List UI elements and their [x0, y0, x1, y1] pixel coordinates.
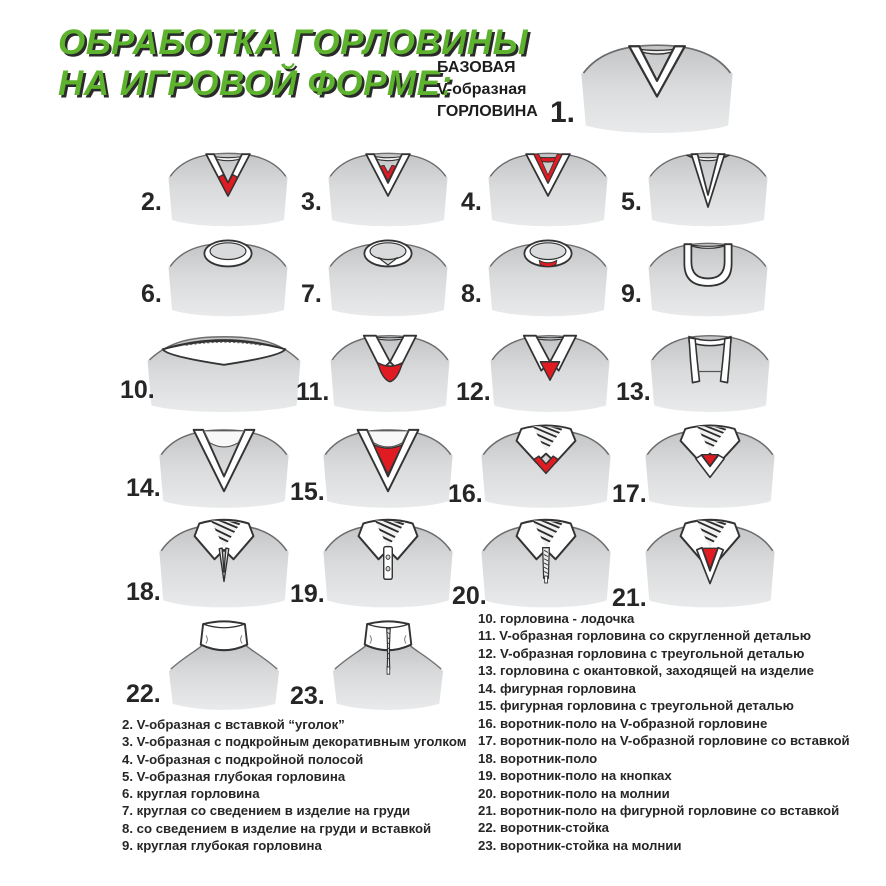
item-number-10: 10.: [120, 376, 155, 404]
legend-left-column: [122, 716, 482, 854]
item-number-18: 18.: [126, 578, 161, 606]
collar-item-18: [148, 514, 300, 614]
legend-item-4: 4. V-образная с подкройной полосой: [122, 751, 364, 767]
crew-neck-deep-illustration: [638, 234, 778, 322]
collar-item-22: [148, 616, 300, 718]
figured-neck-triangle-illustration: [312, 420, 464, 514]
basic-vneck-caption: [437, 57, 538, 123]
item-number-9: 9.: [621, 280, 642, 308]
item-number-4: 4.: [461, 188, 482, 216]
polo-zip-illustration: [470, 514, 622, 614]
legend-item-7: 7. круглая со сведением в изделие на груди: [122, 803, 411, 819]
item-number-11: 11.: [296, 378, 330, 406]
legend-item-18: 18. воротник-поло: [478, 750, 598, 766]
legend-item-23: 23. воротник-стойка на молнии: [478, 837, 682, 853]
item-number-3: 3.: [301, 188, 322, 216]
crew-neck-illustration: [158, 234, 298, 322]
legend-item-5: 5. V-образная глубокая горловина: [122, 768, 346, 784]
caption-line2: V-образная: [437, 81, 527, 98]
binding-onto-garment-illustration: [640, 326, 780, 418]
legend-item-19: 19. воротник-поло на кнопках: [478, 768, 672, 784]
polo-on-v-neck-insert-illustration: [634, 420, 786, 514]
legend-item-16: 16. воротник-поло на V-образной горловине: [478, 715, 768, 731]
item-number-6: 6.: [141, 280, 162, 308]
legend-item-6: 6. круглая горловина: [122, 786, 260, 802]
polo-on-v-neck-illustration: [470, 420, 622, 514]
collar-item-10: [138, 328, 310, 420]
stand-collar-zip-illustration: [312, 616, 464, 718]
collar-item-6: [158, 234, 298, 322]
item-number-21: 21.: [612, 584, 647, 612]
collar-item-16: [470, 420, 622, 514]
item-number-17: 17.: [612, 480, 647, 508]
collar-item-13: [640, 326, 780, 418]
legend-item-21: 21. воротник-поло на фигурной горловине со вставкой: [478, 802, 840, 818]
v-neck-basic-illustration: [568, 34, 746, 140]
legend-item-20: 20. воротник-поло на молнии: [478, 785, 670, 801]
legend-item-15: 15. фигурная горловина с треугольной деталью: [478, 698, 794, 714]
item-number-15: 15.: [290, 478, 325, 506]
legend-item-2: 2. V-образная с вставкой “уголок”: [122, 717, 345, 732]
item-number-8: 8.: [461, 280, 482, 308]
figured-neck-illustration: [148, 420, 300, 514]
collar-item-12: [480, 326, 620, 418]
collar-item-9: [638, 234, 778, 322]
collar-item-17: [634, 420, 786, 514]
collar-item-19: [312, 514, 464, 614]
item-number-14: 14.: [126, 474, 161, 502]
collar-item-5: [638, 144, 778, 232]
stand-collar-illustration: [148, 616, 300, 718]
collar-item-8: [478, 234, 618, 322]
item-number-1: 1.: [550, 96, 576, 129]
item-number-2: 2.: [141, 188, 162, 216]
legend-item-8: 8. со сведением в изделие на груди и вставкой: [122, 820, 432, 836]
caption-line1: БАЗОВАЯ: [437, 59, 516, 76]
collar-item-14: [148, 420, 300, 514]
v-neck-triangle-detail-illustration: [480, 326, 620, 418]
collar-item-20: [470, 514, 622, 614]
page-title-line2: НА ИГРОВОЙ ФОРМЕ:: [58, 64, 453, 103]
legend-item-17: 17. воротник-поло на V-образной горловине со вставкой: [478, 733, 850, 749]
collar-item-2: [158, 144, 298, 232]
legend-item-22: 22. воротник-стойка: [478, 820, 610, 836]
crew-neck-insert-illustration: [478, 234, 618, 322]
legend-item-10: 10. горловина - лодочка: [478, 611, 635, 626]
v-neck-rounded-detail-illustration: [320, 326, 460, 418]
item-number-22: 22.: [126, 680, 161, 708]
legend-item-13: 13. горловина с окантовкой, заходящей на изделие: [478, 663, 814, 679]
collar-item-21: [634, 514, 786, 614]
collar-item-7: [318, 234, 458, 322]
item-number-7: 7.: [301, 280, 322, 308]
crew-neck-converging-illustration: [318, 234, 458, 322]
collar-item-15: [312, 420, 464, 514]
legend-item-3: 3. V-образная с подкройным декоративным уголком: [122, 734, 467, 750]
polo-buttons-illustration: [312, 514, 464, 614]
collar-item-4: [478, 144, 618, 232]
collar-item-23: [312, 616, 464, 718]
legend-item-11: 11. V-образная горловина со скругленной деталью: [478, 628, 811, 644]
item-number-19: 19.: [290, 580, 325, 608]
item-number-12: 12.: [456, 378, 491, 406]
item-number-16: 16.: [448, 480, 483, 508]
item-number-13: 13.: [616, 378, 651, 406]
collar-item-11: [320, 326, 460, 418]
polo-illustration: [148, 514, 300, 614]
legend-item-12: 12. V-образная горловина с треугольной деталью: [478, 645, 805, 661]
collar-item-3: [318, 144, 458, 232]
boat-neck-illustration: [138, 328, 310, 420]
page-title-line1: ОБРАБОТКА ГОРЛОВИНЫ: [58, 23, 529, 62]
caption-line3: ГОРЛОВИНА: [437, 103, 538, 120]
v-neck-cut-strip-illustration: [478, 144, 618, 232]
collar-item-1: [568, 34, 746, 140]
legend-item-14: 14. фигурная горловина: [478, 680, 636, 696]
item-number-23: 23.: [290, 682, 325, 710]
polo-figured-insert-illustration: [634, 514, 786, 614]
v-neck-decorative-corner-illustration: [318, 144, 458, 232]
v-neck-corner-insert-illustration: [158, 144, 298, 232]
legend-item-9: 9. круглая глубокая горловина: [122, 838, 322, 854]
v-neck-deep-illustration: [638, 144, 778, 232]
legend-right-column: [478, 610, 878, 854]
item-number-5: 5.: [621, 188, 642, 216]
item-number-20: 20.: [452, 582, 487, 610]
